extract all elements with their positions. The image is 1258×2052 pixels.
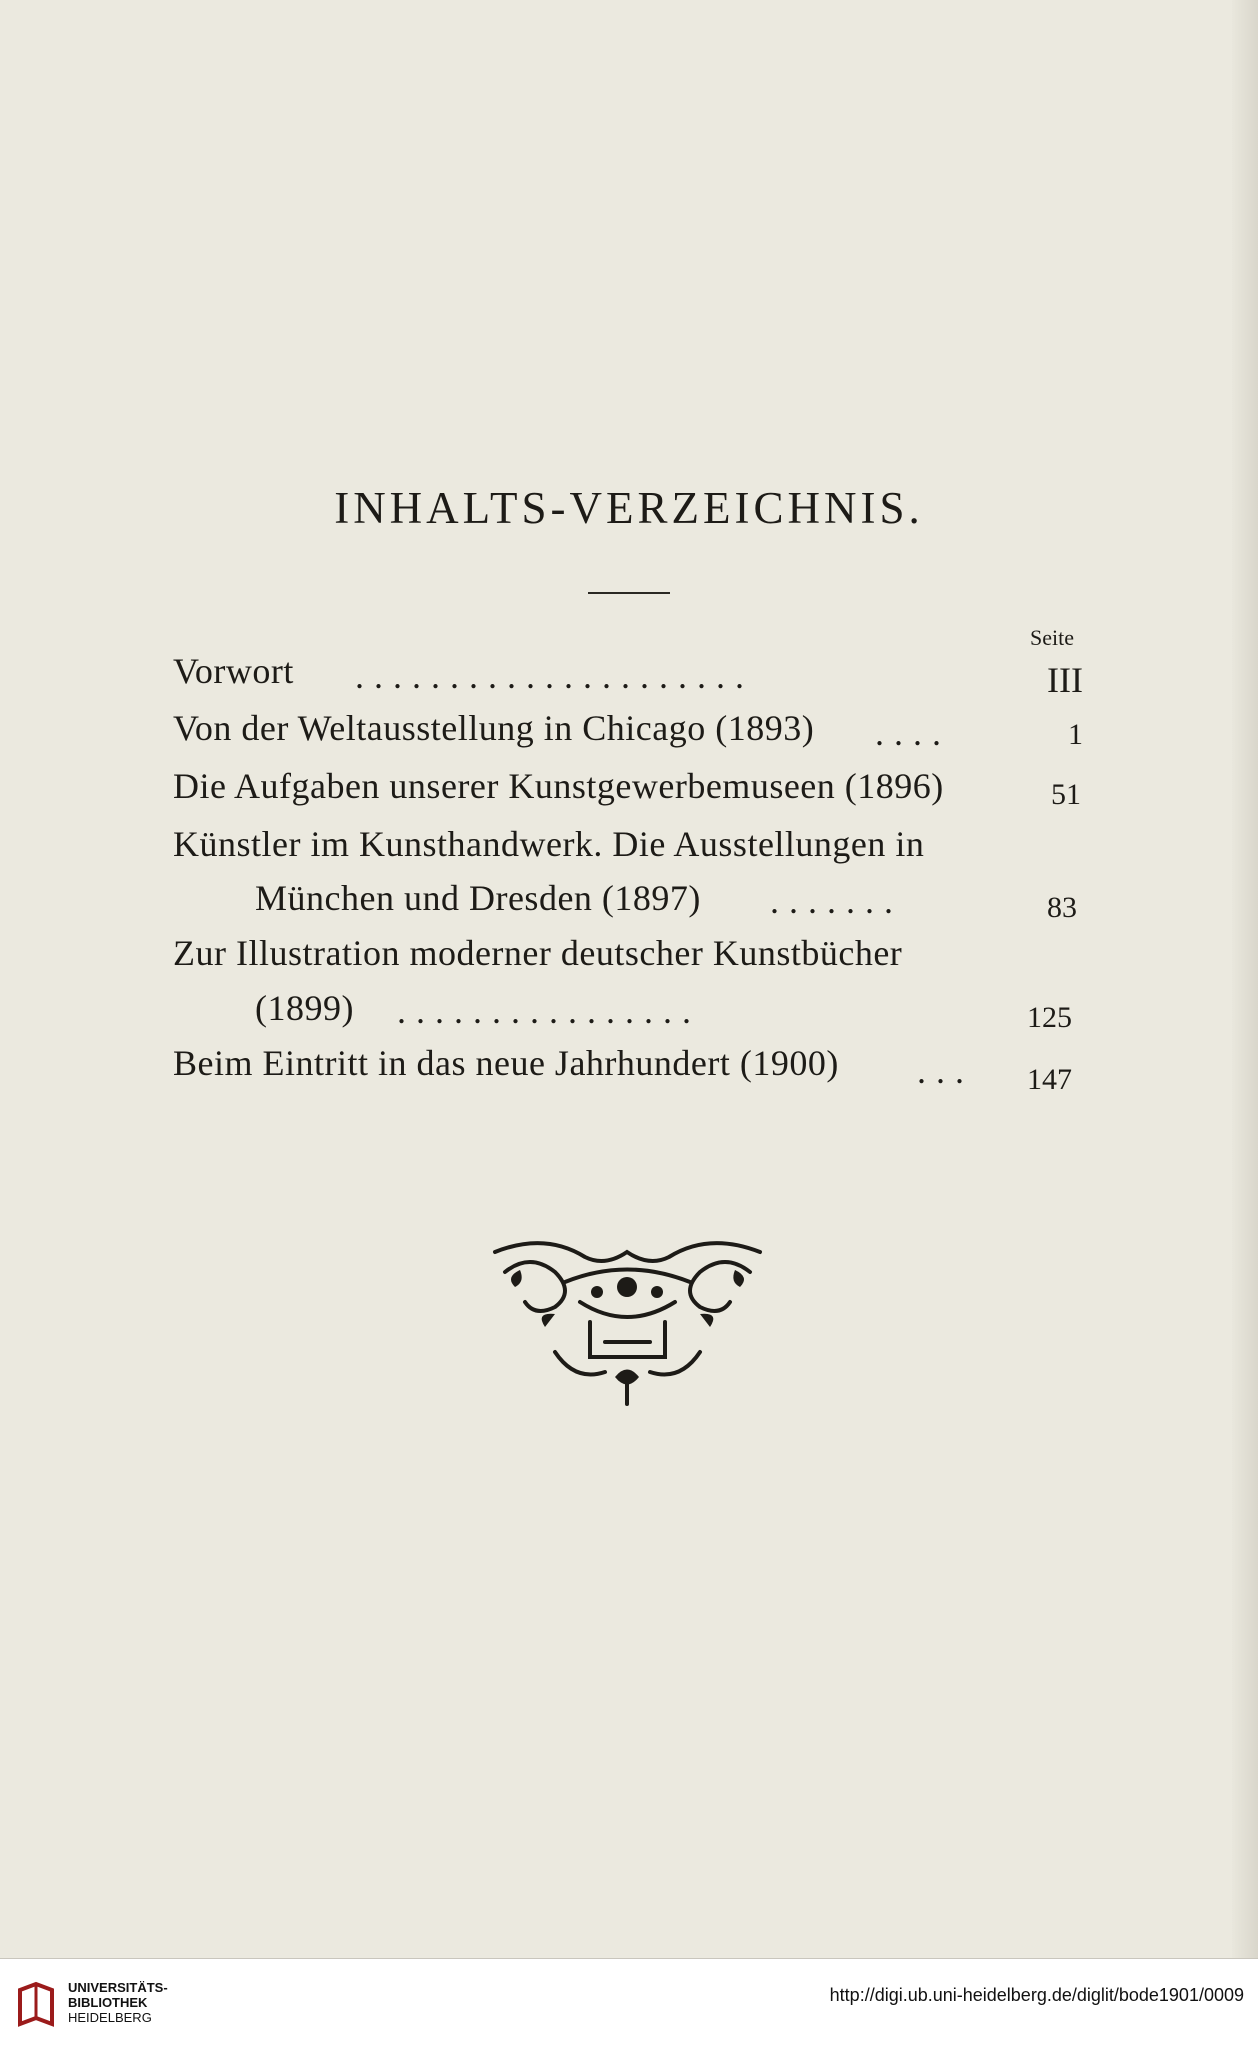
page-column-label: Seite xyxy=(1030,625,1074,650)
toc-entry-title[interactable]: Künstler im Kunsthandwerk. Die Ausstellungen in xyxy=(173,824,925,864)
permalink-url[interactable]: http://digi.ub.uni-heidelberg.de/diglit/bode1901/0009 xyxy=(829,1985,1244,2005)
toc-leader: ..................... xyxy=(355,656,754,696)
toc-page-number[interactable]: 51 xyxy=(1051,778,1081,811)
toc-entry-title[interactable]: Die Aufgaben unserer Kunstgewerbemuseen (1896) xyxy=(173,766,944,806)
library-name-line: BIBLIOTHEK xyxy=(68,1995,148,2010)
toc-leader: ... xyxy=(917,1051,974,1091)
toc-entry-title[interactable]: Von der Weltausstellung in Chicago (1893) xyxy=(173,708,815,748)
library-name-line: UNIVERSITÄTS- xyxy=(68,1980,168,1995)
toc-entry-title[interactable]: Beim Eintritt in das neue Jahrhundert (1900) xyxy=(173,1043,839,1083)
toc-entry-continuation[interactable]: (1899) xyxy=(255,988,354,1028)
page-title: INHALTS-VERZEICHNIS. xyxy=(334,483,924,533)
library-name xyxy=(68,1980,168,2025)
toc-page-number[interactable]: 147 xyxy=(1027,1063,1072,1096)
library-name-line: HEIDELBERG xyxy=(68,2010,152,2025)
toc-page-number[interactable]: III xyxy=(1047,660,1083,700)
toc-entry-title[interactable]: Vorwort xyxy=(173,651,294,691)
toc-leader: ................ xyxy=(397,991,701,1031)
decorative-ornament-icon xyxy=(485,1232,770,1408)
toc-page-number[interactable]: 125 xyxy=(1027,1001,1072,1034)
toc-leader: ....... xyxy=(770,881,903,921)
toc-page-number[interactable]: 1 xyxy=(1068,718,1083,751)
toc-leader: .... xyxy=(875,713,951,753)
toc-page-number[interactable]: 83 xyxy=(1047,891,1077,924)
library-logo-icon[interactable] xyxy=(14,1980,58,2030)
toc-entry-title[interactable]: Zur Illustration moderner deutscher Kunstbücher xyxy=(173,933,903,973)
toc-entry-continuation[interactable]: München und Dresden (1897) xyxy=(255,878,701,918)
